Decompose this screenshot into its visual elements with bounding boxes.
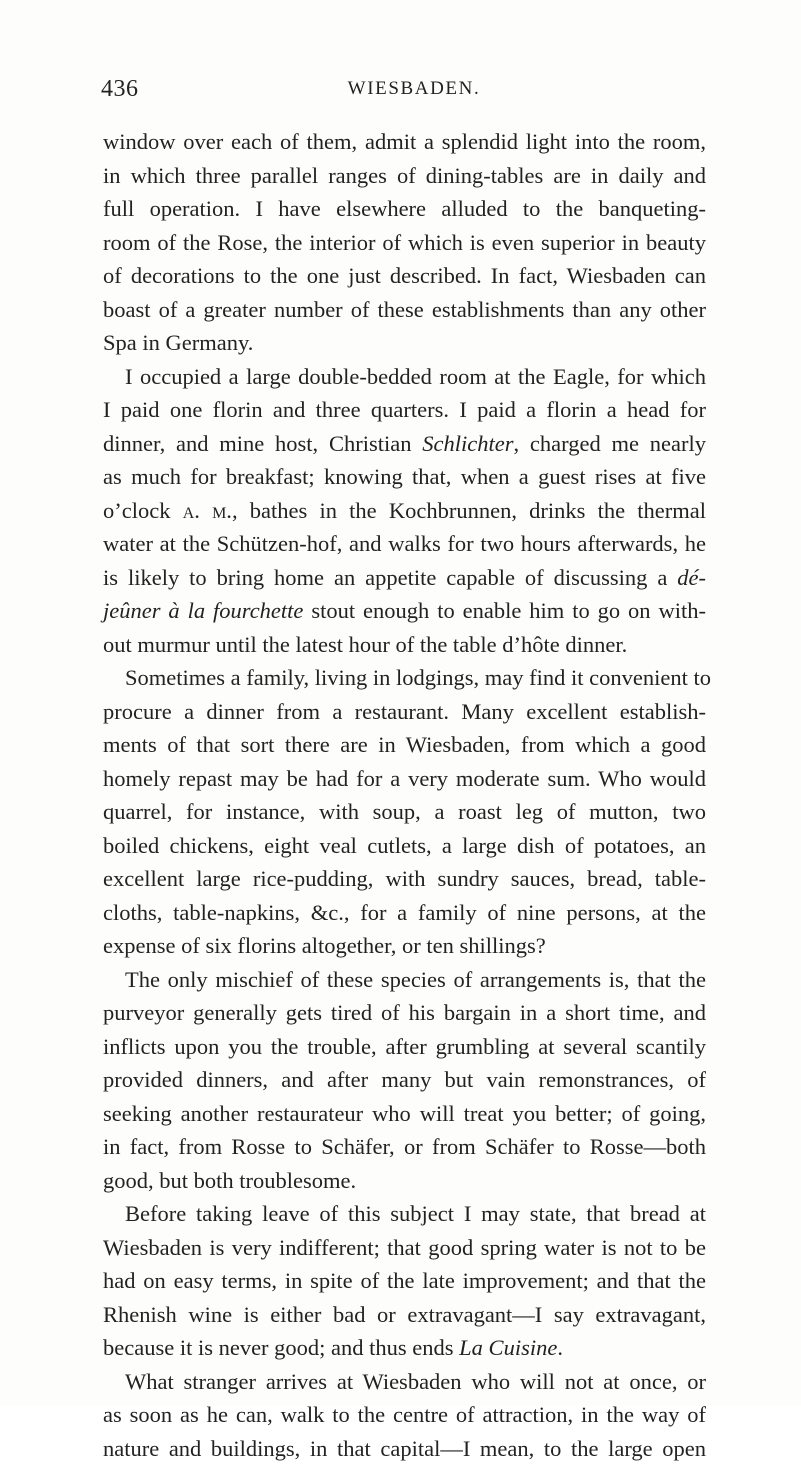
text-line: dinner, and mine host, Christian Schlichter, charged me nearly: [103, 427, 706, 461]
text-line: as much for breakfast; knowing that, when a guest rises at five: [103, 460, 706, 494]
text-line: cloths, table-napkins, &c., for a family of nine persons, at the: [103, 896, 706, 930]
text-line: boast of a greater number of these establishments than any other: [103, 293, 706, 327]
text-line: The only mischief of these species of arrangements is, that the: [103, 963, 706, 997]
text-line: in which three parallel ranges of dining-tables are in daily and: [103, 159, 706, 193]
text-line: had on easy terms, in spite of the late improvement; and that the: [103, 1264, 706, 1298]
text-line: expense of six florins altogether, or ten shillings?: [103, 929, 706, 963]
page-header: [101, 76, 707, 106]
text-line: homely repast may be had for a very moderate sum. Who would: [103, 762, 706, 796]
text-line: What stranger arrives at Wiesbaden who will not at once, or: [103, 1365, 706, 1399]
text-line: room of the Rose, the interior of which is even superior in beauty: [103, 226, 706, 260]
text-line: o’clock a. m., bathes in the Kochbrunnen, drinks the thermal: [103, 494, 706, 528]
text-line: water at the Schützen-hof, and walks for two hours afterwards, he: [103, 527, 706, 561]
text-line: I occupied a large double-bedded room at the Eagle, for which: [103, 360, 706, 394]
text-line: procure a dinner from a restaurant. Many excellent establish-: [103, 695, 706, 729]
text-line: ments of that sort there are in Wiesbaden, from which a good: [103, 728, 706, 762]
italic-phrase: Schlichter: [422, 431, 513, 456]
text-line: provided dinners, and after many but vain remonstrances, of: [103, 1063, 706, 1097]
text-line: Spa in Germany.: [103, 326, 706, 360]
text-line: inflicts upon you the trouble, after grumbling at several scantily: [103, 1030, 706, 1064]
text-line: nature and buildings, in that capital—I mean, to the large open: [103, 1432, 706, 1465]
text-line: out murmur until the latest hour of the table d’hôte dinner.: [103, 628, 706, 662]
text-line: Before taking leave of this subject I may state, that bread at: [103, 1197, 706, 1231]
italic-phrase: La Cuisine: [459, 1335, 557, 1360]
small-caps-phrase: a. m.: [183, 498, 232, 523]
text-line: good, but both troublesome.: [103, 1164, 706, 1198]
running-head: WIESBADEN.: [101, 78, 707, 100]
page-number: 436: [101, 76, 139, 103]
text-line: full operation. I have elsewhere alluded to the banqueting-: [103, 192, 706, 226]
text-line: window over each of them, admit a splendid light into the room,: [103, 125, 706, 159]
text-line: boiled chickens, eight veal cutlets, a large dish of potatoes, an: [103, 829, 706, 863]
body-text: [103, 125, 706, 1465]
text-line: because it is never good; and thus ends La Cuisine.: [103, 1331, 706, 1365]
text-line: quarrel, for instance, with soup, a roast leg of mutton, two: [103, 795, 706, 829]
text-line: Wiesbaden is very indifferent; that good spring water is not to be: [103, 1231, 706, 1265]
text-line: is likely to bring home an appetite capable of discussing a dé-: [103, 561, 706, 595]
italic-phrase: dé-: [677, 565, 706, 590]
text-line: I paid one florin and three quarters. I paid a florin a head for: [103, 393, 706, 427]
text-line: jeûner à la fourchette stout enough to enable him to go on with-: [103, 594, 706, 628]
text-line: purveyor generally gets tired of his bargain in a short time, and: [103, 996, 706, 1030]
text-line: in fact, from Rosse to Schäfer, or from Schäfer to Rosse—both: [103, 1130, 706, 1164]
text-line: Rhenish wine is either bad or extravagant—I say extravagant,: [103, 1298, 706, 1332]
italic-phrase: jeûner à la fourchette: [103, 598, 303, 623]
text-line: of decorations to the one just described. In fact, Wiesbaden can: [103, 259, 706, 293]
text-line: seeking another restaurateur who will treat you better; of going,: [103, 1097, 706, 1131]
text-line: as soon as he can, walk to the centre of attraction, in the way of: [103, 1398, 706, 1432]
text-line: Sometimes a family, living in lodgings, may find it convenient to: [103, 661, 706, 695]
text-line: excellent large rice-pudding, with sundry sauces, bread, table-: [103, 862, 706, 896]
